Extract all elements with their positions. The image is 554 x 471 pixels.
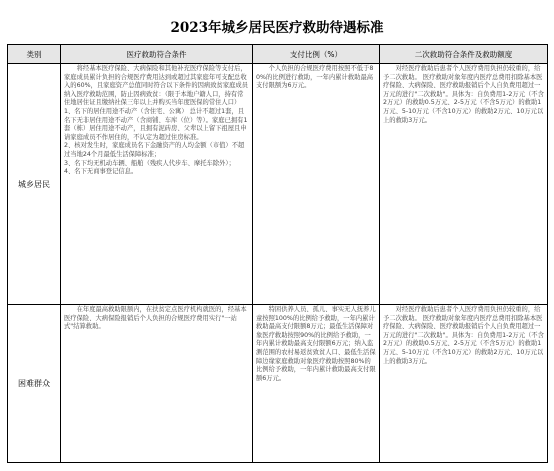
header-category: 类别	[8, 45, 61, 64]
table-row	[8, 305, 548, 463]
row-category: 城乡居民	[8, 64, 61, 305]
benefit-standards-table	[7, 44, 548, 463]
row-conditions: 在年度最高救助限额内，在扶贫定点医疗机构就医的，经基本医疗保险、大病保险报销后个人负担的合规医疗费用实行"一站式"结算救助。	[64, 306, 247, 331]
row-ratio: 个人负担的合规医疗费用按照不低于80%的比例进行救助，一年内累计救助最高支付限额为6万元。	[256, 65, 374, 90]
row-ratio-cell	[253, 305, 380, 463]
row-conditions-cell	[61, 305, 253, 463]
row-category: 困难群众	[8, 305, 61, 463]
row-conditions: 将经基本医疗保险、大病保险和其他补充医疗保险等支付后，家庭成员累计负担的合规医疗费用达到或超过其家庭年可支配总收入的60%，且家庭资产总值同时符合以下条件的因病致贫家庭成员纳入医疗救助范围，防止因病致贫：（限于本地户籍人口，持有常住地居住证且缴纳社保三年以上并购买当年度医保的常住人口）1、名下的居住用途不动产（含住宅、公寓） 总计不超过1套，且名下无非居住用途不动产（含商铺、车库（位）等）。家庭已拥有1套（栋）居住用途不动产，且拥有泥砖房、父辈以上留下祖屋且申请家庭成员不作居住的，不认定为超过住房标准。 2、核对发生时，家庭成员名下金融资产的人均金额（市值）不超过当地24个月最低生活保障标准； 3、名下均无机动车辆、船舶（残疾人代步车、摩托车除外）； 4、名下无商事登记信息。	[64, 65, 249, 176]
row-secondary-cell	[380, 64, 548, 305]
header-secondary: 二次救助符合条件及救助额度	[380, 45, 548, 64]
header-conditions: 医疗救助符合条件	[61, 45, 253, 64]
header-ratio: 支付比例（%）	[253, 45, 380, 64]
row-secondary: 对经医疗救助后患者个人医疗费用负担仍较重的，给予二次救助。 医疗救助对象年度内医疗总费用扣除基本医疗保险、大病保险、医疗救助报销后个人自负费用超过一万元的进行"二次救助"。具体为：自负费用1-2万元（不含2万元）的救助0.5万元、2-5万元（不含5万元）的救助1万元、5-10万元（不含10万元）的救助2万元、10万元以上的救助3万元。	[383, 65, 544, 124]
row-secondary: 对经医疗救助后患者个人医疗费用负担仍较重的，给予二次救助。 医疗救助对象年度内医疗总费用扣除基本医疗保险、大病保险、医疗救助报销后个人自负费用超过一万元的进行"二次救助"。具体为：自负费用1-2万元（不含2万元）的救助0.5万元、2-5万元（不含5万元）的救助1万元、5-10万元（不含10万元）的救助2万元、10万元以上的救助3万元。	[383, 306, 544, 365]
row-secondary-cell	[380, 305, 548, 463]
row-ratio-cell	[253, 64, 380, 305]
table-row	[8, 64, 548, 305]
table-header-row	[8, 45, 548, 64]
page-title: 2023年城乡居民医疗救助待遇标准	[170, 20, 384, 36]
row-ratio: 特困供养人员、孤儿、事实无人抚养儿童按照100%的比例给予救助，一年内累计救助最高支付限额8万元；最低生活保障对象医疗救助按照90%的比例给予救助，一年内累计救助最高支付限额6万元；纳入监测范围的农村易返贫致贫人口、最低生活保障边缘家庭救助对象医疗救助按照80%的比例给予救助，一年内累计救助最高支付限额6万元。	[256, 306, 376, 382]
row-conditions-cell	[61, 64, 253, 305]
